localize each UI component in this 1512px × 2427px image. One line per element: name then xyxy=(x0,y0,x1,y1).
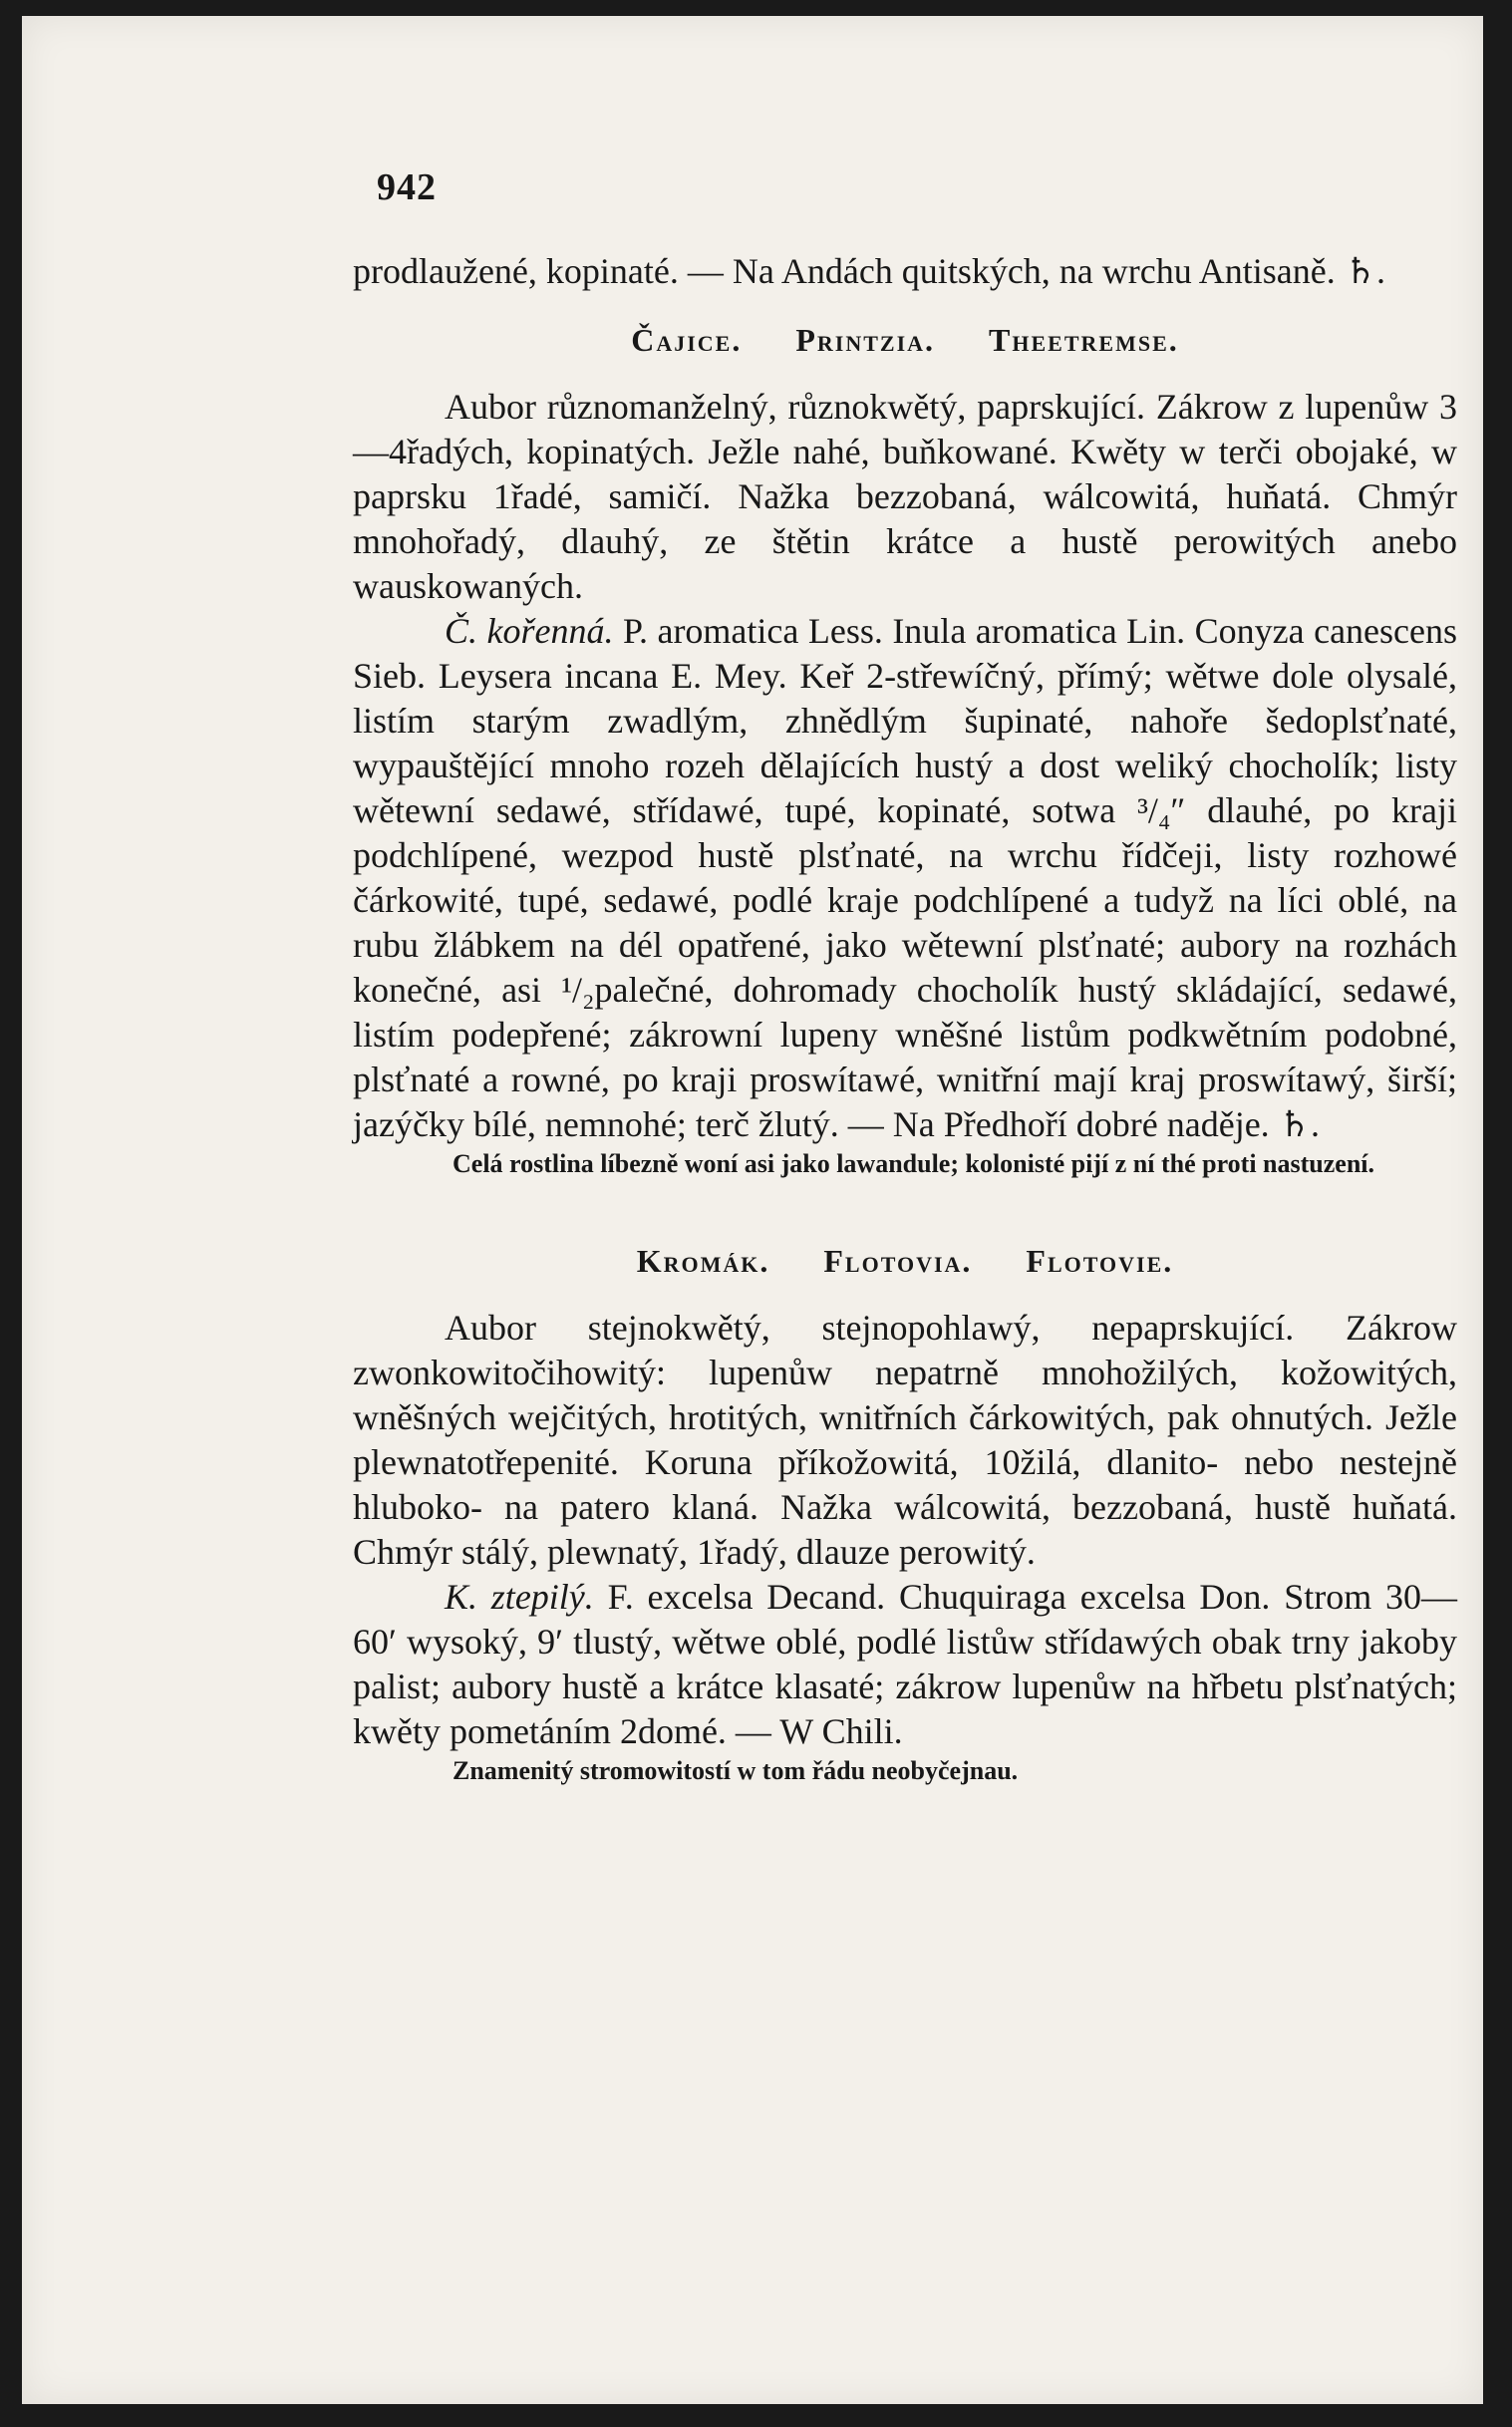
continuation-paragraph: prodlaužené, kopinaté. — Na Andách quitských, na wrchu Antisaně. ♄. xyxy=(353,251,1386,291)
page-content xyxy=(353,165,1457,1788)
species-text: F. excelsa Decand. Chuquiraga excelsa Don. Strom 30—60′ wysoký, 9′ tlustý, wětwe oblé, podlé listůw střídawých obak trny jakoby palist; aubory hustě a krátce klasaté; zákrow lupenůw na hřbetu plsťnatých; kwěty pometáním 2domé. — W Chili. xyxy=(353,1577,1458,1751)
genus-german-name: Flotovie. xyxy=(1026,1243,1174,1279)
page-number: 942 xyxy=(377,166,437,208)
genus-czech-name: Čajice. xyxy=(631,322,743,358)
genus-description: Aubor stejnokwětý, stejnopohlawý, nepaprskující. Zákrow zwonkowitočihowitý: lupenůw nepatrně mnohožilých, kožowitých, wněšných wejčitých, hrotitých, wnitřních čárkowitých, pak ohnutých. Ježle plewnatotřepenité. Koruna příkožowitá, 10žilá, dlanito- nebo nestejně hluboko- na patero klaná. Nažka wálcowitá, bezzobaná, hustě huňatá. Chmýr stálý, plewnatý, 1řadý, dlauze perowitý. xyxy=(353,1308,1457,1572)
species-name: K. ztepilý. xyxy=(445,1577,594,1617)
genus-description: Aubor různomanželný, různokwětý, paprskující. Zákrow z lupenůw 3—4řadých, kopinatých. Ježle nahé, buňkowané. Kwěty w terči obojaké, w paprsku 1řadé, samičí. Nažka bezzobaná, wálcowitá, huňatá. Chmýr mnohořadý, dlauhý, ze štětin krátce a hustě perowitých anebo wauskowaných. xyxy=(353,387,1457,606)
genus-latin-name: Flotovia. xyxy=(823,1243,973,1279)
genus-heading-kromak xyxy=(353,1243,1457,1280)
species-name: Č. kořenná. xyxy=(445,611,614,651)
genus-german-name: Theetremse. xyxy=(989,322,1179,358)
species-description xyxy=(353,1575,1457,1754)
species-note: Znamenitý stromowitostí w tom řádu neobyčejnau. xyxy=(453,1756,1019,1785)
species-text: P. aromatica Less. Inula aromatica Lin. Conyza canescens Sieb. Leysera incana E. Mey. Keř 2-střewíčný, přímý; wětwe dole olysalé, listím starým zwadlým, zhnědlým šupinaté, nahoře šedoplsťnaté, wypauštějící mnoho rozeh dělajících hustý a dost weliký chocholík; listy wětewní sedawé, střídawé, tupé, kopinaté, sotwa ³/₄″ dlauhé, po kraji podchlípené, wezpod hustě plsťnaté, na wrchu řídčeji, listy rozhowé čárkowité, tupé, sedawé, podlé kraje podchlípené a tudyž na líci oblé, na rubu žlábkem na dél opatřené, jako wětewní plsťnaté; aubory na rozhách konečné, asi ¹/₂palečné, dohromady chocholík hustý skládající, sedawé, listím podepřené; zákrowní lupeny wněšné listům podkwětním podobné, plsťnaté a rowné, po kraji proswítawé, wnitřní mají kraj proswítawý, širší; jazýčky bílé, nemnohé; terč žlutý. — Na Předhoří dobré naděje. ♄. xyxy=(353,611,1457,1144)
section-gap xyxy=(353,1181,1457,1215)
genus-czech-name: Kromák. xyxy=(636,1243,770,1279)
species-note: Celá rostlina líbezně woní asi jako lawandule; kolonisté pijí z ní thé proti nastuzení. xyxy=(453,1149,1375,1178)
species-description xyxy=(353,609,1457,1147)
book-page xyxy=(22,16,1483,2404)
genus-latin-name: Printzia. xyxy=(795,322,936,358)
genus-heading-cajice xyxy=(353,322,1457,359)
